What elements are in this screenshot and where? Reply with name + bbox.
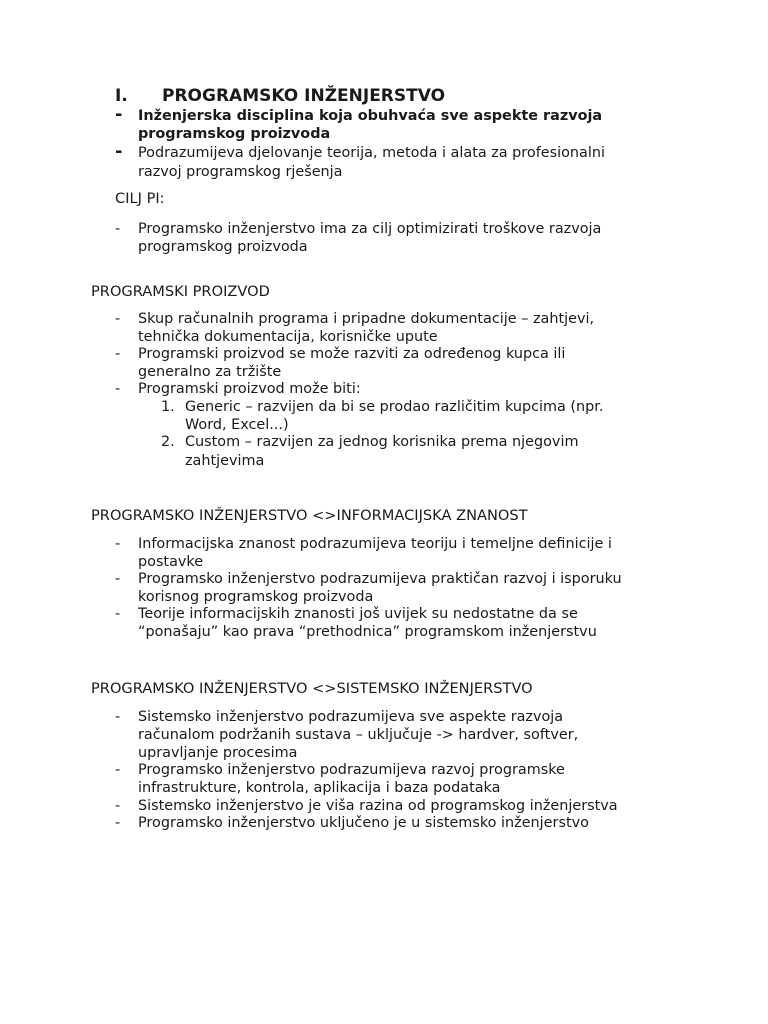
- page-title: PROGRAMSKO INŽENJERSTVO: [162, 86, 446, 106]
- list-marker: -: [115, 536, 121, 552]
- proizvod-sub-2-line-1: Custom – razvijen za jednog korisnika prema njegovim: [185, 434, 579, 450]
- sistemsko-item-1-line-3: upravljanje procesima: [138, 745, 298, 761]
- list-marker: -: [115, 221, 121, 237]
- list-marker: -: [115, 311, 121, 327]
- proizvod-sub-2-line-2: zahtjevima: [185, 453, 265, 469]
- informacijska-item-1-line-2: postavke: [138, 554, 204, 570]
- proizvod-item-2-line-1: Programski proizvod se može razviti za određenog kupca ili: [138, 346, 566, 362]
- proizvod-sub-1-line-2: Word, Excel...): [185, 417, 289, 433]
- sistemsko-item-3-line-1: Sistemsko inženjerstvo je viša razina od programskog inženjerstva: [138, 798, 618, 814]
- list-marker: -: [115, 798, 121, 814]
- intro-item-1-line-1: Inženjerska disciplina koja obuhvaća sve aspekte razvoja: [138, 108, 603, 124]
- cilj-item-1-line-1: Programsko inženjerstvo ima za cilj optimizirati troškove razvoja: [138, 221, 602, 237]
- list-marker: -: [115, 381, 121, 397]
- intro-item-2-line-1: Podrazumijeva djelovanje teorija, metoda i alata za profesionalni: [138, 145, 605, 161]
- list-marker: 1.: [161, 399, 175, 415]
- informacijska-item-3-line-1: Teorije informacijskih znanosti još uvijek su nedostatne da se: [138, 606, 578, 622]
- title-number: I.: [115, 86, 128, 106]
- proizvod-sub-1-line-1: Generic – razvijen da bi se prodao različitim kupcima (npr.: [185, 399, 604, 415]
- list-marker: -: [115, 606, 121, 622]
- proizvod-item-2-line-2: generalno za tržište: [138, 364, 282, 380]
- informacijska-item-2-line-1: Programsko inženjerstvo podrazumijeva praktičan razvoj i isporuku: [138, 571, 622, 587]
- section-heading-sistemsko: PROGRAMSKO INŽENJERSTVO <>SISTEMSKO INŽENJERSTVO: [91, 680, 533, 697]
- sistemsko-item-4-line-1: Programsko inženjerstvo uključeno je u sistemsko inženjerstvo: [138, 815, 589, 831]
- list-marker: -: [115, 709, 121, 725]
- informacijska-item-1-line-1: Informacijska znanost podrazumijeva teoriju i temeljne definicije i: [138, 536, 612, 552]
- proizvod-item-1-line-1: Skup računalnih programa i pripadne dokumentacije – zahtjevi,: [138, 311, 595, 327]
- section-heading-proizvod: PROGRAMSKI PROIZVOD: [91, 283, 270, 300]
- list-marker: -: [115, 346, 121, 362]
- list-marker: 2.: [161, 434, 175, 450]
- list-marker: -: [115, 571, 121, 587]
- sistemsko-item-2-line-1: Programsko inženjerstvo podrazumijeva razvoj programske: [138, 762, 565, 778]
- cilj-item-1-line-2: programskog proizvoda: [138, 239, 308, 255]
- section-heading-informacijska: PROGRAMSKO INŽENJERSTVO <>INFORMACIJSKA ZNANOST: [91, 507, 528, 524]
- intro-item-1-line-2: programskog proizvoda: [138, 126, 331, 142]
- list-marker: -: [115, 141, 123, 162]
- list-marker: -: [115, 815, 121, 831]
- list-marker: -: [115, 762, 121, 778]
- sistemsko-item-1-line-2: računalom podržanih sustava – uključuje -> hardver, softver,: [138, 727, 579, 743]
- sistemsko-item-1-line-1: Sistemsko inženjerstvo podrazumijeva sve aspekte razvoja: [138, 709, 564, 725]
- section-heading-cilj: CILJ PI:: [115, 190, 165, 207]
- sistemsko-item-2-line-2: infrastrukture, kontrola, aplikacija i baza podataka: [138, 780, 501, 796]
- proizvod-item-1-line-2: tehnička dokumentacija, korisničke upute: [138, 329, 438, 345]
- intro-item-2-line-2: razvoj programskog rješenja: [138, 164, 343, 180]
- list-marker: -: [115, 104, 123, 125]
- informacijska-item-2-line-2: korisnog programskog proizvoda: [138, 589, 374, 605]
- informacijska-item-3-line-2: “ponašaju” kao prava “prethodnica” programskom inženjerstvu: [138, 624, 597, 640]
- proizvod-item-3-line-1: Programski proizvod može biti:: [138, 381, 361, 397]
